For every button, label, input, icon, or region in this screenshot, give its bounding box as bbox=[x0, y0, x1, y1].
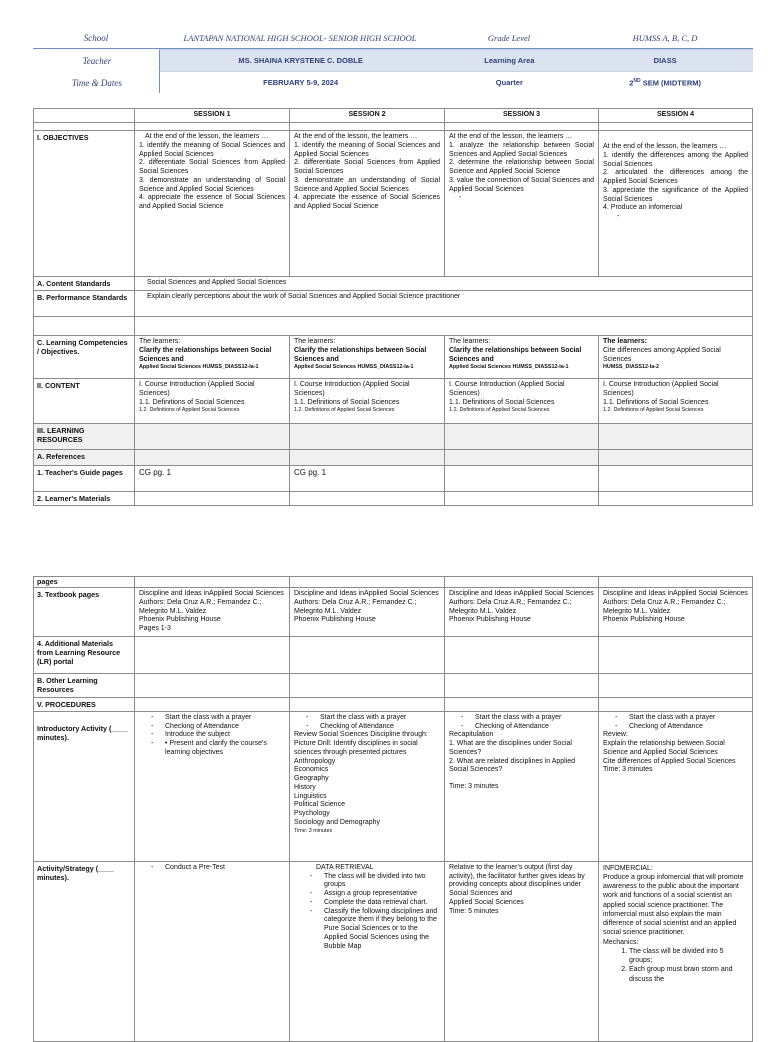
quarter-value bbox=[577, 78, 753, 88]
objective-text: At the end of the lesson, the learners … bbox=[603, 143, 727, 150]
content-line: 1.2. Definitions of Applied Social Sciences bbox=[294, 407, 395, 414]
list-item: - Checking of Attendance bbox=[615, 723, 748, 732]
intro-label: Introductory Activity (____ minutes). bbox=[34, 711, 135, 861]
list-item: - The class will be divided into two groups bbox=[310, 873, 440, 891]
header-row-school bbox=[33, 27, 753, 49]
textbook-line: Authors: Dela Cruz A.R.; Fernandez C.; Melegrito M.L. Valdez bbox=[603, 598, 726, 615]
objectives-label: I. OBJECTIVES bbox=[34, 131, 135, 277]
content-standards-row bbox=[34, 277, 753, 291]
intro-text: 2. What are related disciplines in Applied Social Sciences? bbox=[449, 757, 576, 774]
competency-main: Clarify the relationships between Social Sciences and bbox=[449, 346, 582, 363]
objectives-session-3 bbox=[445, 131, 599, 277]
performance-standards-value: Explain clearly perceptions about the work of Social Sciences and Applied Social Science practitioner bbox=[135, 291, 753, 317]
intro-session-3 bbox=[445, 711, 599, 861]
list-item: 1. The class will be divided into 5 groups; bbox=[629, 947, 748, 965]
intro-text: Cite differences of Applied Social Sciences bbox=[603, 757, 736, 765]
content-row bbox=[34, 379, 753, 424]
objective-text: - bbox=[617, 213, 620, 220]
textbook-line: Authors: Dela Cruz A.R.; Fernandez C.; Melegrito M.L. Valdez bbox=[139, 598, 262, 615]
content-session-3 bbox=[445, 379, 599, 424]
competency-code: Applied Social Sciences HUMSS_DIASS12-Ia-1 bbox=[449, 364, 569, 371]
objective-text: 4. Produce an infomercial bbox=[603, 204, 683, 212]
content-line: I. Course Introduction (Applied Social Sciences) bbox=[603, 381, 719, 397]
intro-session-1 bbox=[135, 711, 290, 861]
tg-pages-session-1: CG pg. 1 bbox=[135, 466, 290, 492]
activity-session-4 bbox=[599, 861, 753, 1041]
intro-list bbox=[294, 714, 440, 732]
list-item: - Conduct a Pre-Test bbox=[151, 864, 285, 873]
competency-intro: The learners: bbox=[294, 338, 336, 345]
lesson-header bbox=[33, 27, 753, 93]
intro-text: Political Science bbox=[294, 801, 345, 809]
intro-row bbox=[34, 711, 753, 861]
grade-label: Grade Level bbox=[487, 32, 531, 43]
intro-text: History bbox=[294, 783, 316, 791]
objectives-session-4 bbox=[599, 131, 753, 277]
intro-text bbox=[449, 775, 594, 783]
intro-text: Economics bbox=[294, 766, 329, 774]
textbook-pages: Pages 1-3 bbox=[139, 625, 171, 632]
textbook-line: Phoenix Publishing House bbox=[449, 616, 531, 624]
content-line: I. Course Introduction (Applied Social Sciences) bbox=[139, 381, 255, 397]
lm-pages-row bbox=[34, 577, 753, 588]
procedures-label: V. PROCEDURES bbox=[34, 697, 135, 711]
competency-intro: The learners: bbox=[603, 338, 647, 345]
objective-text: 2. differentiate Social Sciences from Applied Social Sciences bbox=[294, 159, 440, 175]
quarter-num: 2 bbox=[629, 78, 634, 88]
content-session-1 bbox=[135, 379, 290, 424]
teacher-label: Teacher bbox=[82, 55, 112, 66]
textbook-line: Phoenix Publishing House bbox=[294, 616, 376, 624]
procedures-row bbox=[34, 697, 753, 711]
blank-cell bbox=[34, 109, 135, 123]
grade-value: HUMSS A, B, C, D bbox=[632, 32, 698, 43]
objective-text: 1. identify the meaning of Social Sciences and Applied Social Sciences bbox=[294, 141, 440, 158]
competency-code: Applied Social Sciences HUMSS_DIASS12-Ia-1 bbox=[139, 364, 259, 371]
activity-text: Applied Social Sciences bbox=[449, 898, 524, 906]
dll-table-page-1 bbox=[33, 108, 753, 506]
activity-session-2 bbox=[290, 861, 445, 1041]
lm-label: 2. Learner's Materials bbox=[34, 492, 135, 506]
content-line: 1.1. Definitions of Social Sciences bbox=[294, 398, 400, 406]
teacher-value: MS. SHAINA KRYSTENE C. DOBLE bbox=[238, 56, 363, 65]
dll-table-page-2 bbox=[33, 576, 753, 1042]
objective-text: 1. analyze the relationship between Social Sciences and Applied Social Sciences bbox=[449, 141, 594, 158]
textbook-row bbox=[34, 588, 753, 637]
lm-row bbox=[34, 492, 753, 506]
lm-pages-label: pages bbox=[34, 577, 135, 588]
references-row bbox=[34, 450, 753, 466]
mechanics-list bbox=[603, 947, 748, 984]
session-4-heading: SESSION 4 bbox=[599, 109, 753, 123]
objective-text: - bbox=[459, 194, 462, 202]
objectives-session-1 bbox=[135, 131, 290, 277]
intro-text: Psychology bbox=[294, 810, 330, 817]
objective-text: 3. value the connection of Social Sciences and Applied Social Sciences bbox=[449, 176, 594, 193]
time-label: Time & Dates bbox=[71, 77, 122, 88]
competencies-session-3 bbox=[445, 336, 599, 379]
content-standards-label: A. Content Standards bbox=[34, 277, 135, 291]
intro-text: Picture Drill: Identify disciplines in social sciences through presented pictures bbox=[294, 740, 418, 756]
list-item: - Introduce the subject bbox=[151, 731, 285, 740]
activity-text: Relative to the learner's output (first day activity), the facilitator further gives ideas by providing concepts about disciplines under Social Sciences and bbox=[449, 863, 585, 897]
objective-text: 3. appreciate the significance of the Applied Social Sciences bbox=[603, 186, 748, 203]
session-3-heading: SESSION 3 bbox=[445, 109, 599, 123]
list-item: - • Present and clarify the course's learning objectives bbox=[151, 740, 285, 758]
content-line: I. Course Introduction (Applied Social Sciences) bbox=[449, 381, 565, 397]
textbook-session-3 bbox=[445, 588, 599, 637]
competency-main: Cite differences among Applied Social Sciences bbox=[603, 346, 721, 363]
content-line: 1.1. Definitions of Social Sciences bbox=[139, 398, 245, 406]
additional-row bbox=[34, 636, 753, 673]
other-resources-row bbox=[34, 673, 753, 697]
textbook-session-2 bbox=[290, 588, 445, 637]
activity-time: Time: 5 minutes bbox=[449, 907, 499, 915]
content-session-4 bbox=[599, 379, 753, 424]
activity-label: Activity/Strategy (____ minutes). bbox=[34, 861, 135, 1041]
list-item: - Start the class with a prayer bbox=[461, 714, 594, 723]
objective-text: At the end of the lesson, the learners … bbox=[449, 133, 573, 140]
list-item: - Checking of Attendance bbox=[461, 723, 594, 732]
competency-intro: The learners: bbox=[449, 338, 491, 345]
references-label: A. References bbox=[34, 450, 135, 466]
objective-text: 2. articulated the differences among the Applied Social Sciences bbox=[603, 169, 748, 185]
session-1-heading: SESSION 1 bbox=[135, 109, 290, 123]
quarter-sup: ND bbox=[633, 77, 641, 84]
intro-text: Review: bbox=[603, 731, 628, 739]
intro-text: Review Social Sciences Discipline through: bbox=[294, 731, 428, 739]
textbook-label: 3. Textbook pages bbox=[34, 588, 135, 637]
list-item: - Checking of Attendance bbox=[151, 723, 285, 732]
tg-pages-row bbox=[34, 466, 753, 492]
content-session-2 bbox=[290, 379, 445, 424]
textbook-line: Discipline and Ideas inApplied Social Sciences bbox=[294, 590, 439, 597]
activity-title: INFOMERCIAL: bbox=[603, 864, 653, 872]
intro-session-4 bbox=[599, 711, 753, 861]
competency-main: Clarify the relationships between Social Sciences and bbox=[139, 346, 272, 363]
performance-standards-row bbox=[34, 291, 753, 317]
objective-text: 2. differentiate Social Sciences from Applied Social Sciences bbox=[139, 159, 285, 175]
session-header-row bbox=[34, 109, 753, 123]
textbook-line: Discipline and Ideas inApplied Social Sciences bbox=[449, 590, 594, 597]
intro-time: Time: 3 minutes bbox=[294, 827, 333, 834]
objective-text: At the end of the lesson, the learners … bbox=[145, 133, 269, 140]
activity-text: Produce a group infomercial that will promote awareness to the public about the important work and functions of a social scientist an applied social science practitioner. The infomercial must also explain the main difference of social scientist and an applied social science practitioner. bbox=[603, 873, 744, 937]
resources-row bbox=[34, 424, 753, 450]
objective-text: 4. appreciate the essence of Social Sciences and Applied Social Science bbox=[294, 194, 440, 210]
textbook-line: Discipline and Ideas inApplied Social Sciences bbox=[139, 590, 284, 597]
additional-label: 4. Additional Materials from Learning Resource (LR) portal bbox=[34, 636, 135, 673]
textbook-session-1 bbox=[135, 588, 290, 637]
competencies-session-1 bbox=[135, 336, 290, 379]
intro-text: 1. What are the disciplines under Social Sciences? bbox=[449, 740, 572, 756]
intro-text: Sociology and Demography bbox=[294, 818, 380, 826]
intro-text: Anthropology bbox=[294, 757, 336, 765]
header-row-time bbox=[71, 71, 753, 93]
time-value: FEBRUARY 5-9, 2024 bbox=[263, 78, 339, 87]
activity-row bbox=[34, 861, 753, 1041]
quarter-rest: SEM (MIDTERM) bbox=[640, 78, 702, 88]
activity-list bbox=[294, 873, 440, 952]
list-item: - Checking of Attendance bbox=[306, 723, 440, 732]
intro-time: Time: 3 minutes bbox=[449, 783, 499, 790]
competency-code: HUMSS_DIASS12-Ia-2 bbox=[603, 364, 660, 371]
list-item: - Start the class with a prayer bbox=[615, 714, 748, 723]
area-value: DIASS bbox=[653, 56, 677, 65]
content-line: 1.2. Definitions of Applied Social Sciences bbox=[449, 407, 550, 414]
list-item: 2. Each group must brain storm and discuss the bbox=[629, 965, 748, 983]
objective-text: 1. identify the differences among the Applied Social Sciences bbox=[603, 151, 748, 168]
competency-code: Applied Social Sciences HUMSS_DIASS12-Ia-1 bbox=[294, 364, 414, 371]
intro-session-2 bbox=[290, 711, 445, 861]
content-line: 1.2. Definitions of Applied Social Sciences bbox=[603, 407, 704, 414]
quarter-label: Quarter bbox=[495, 78, 523, 87]
textbook-line: Phoenix Publishing House bbox=[603, 616, 685, 624]
content-line: 1.1. Definitions of Social Sciences bbox=[603, 398, 709, 406]
activity-session-1 bbox=[135, 861, 290, 1041]
intro-text: Explain the relationship between Social Science and Applied Social Sciences bbox=[603, 740, 725, 756]
objective-text: At the end of the lesson, the learners … bbox=[294, 133, 418, 140]
competencies-session-2 bbox=[290, 336, 445, 379]
list-item: - Assign a group representative bbox=[310, 890, 440, 899]
competencies-row bbox=[34, 336, 753, 379]
textbook-line: Phoenix Publishing House bbox=[139, 616, 221, 624]
list-item: - Classify the following disciplines and categorize them if they belong to the Pure Social Sciences or to the Applied Social Sciences using the Bubble Map bbox=[310, 908, 440, 952]
competency-main: Clarify the relationships between Social Sciences and bbox=[294, 346, 427, 363]
performance-standards-label: B. Performance Standards bbox=[34, 291, 135, 317]
textbook-line: Authors: Dela Cruz A.R.; Fernandez C.; Melegrito M.L. Valdez bbox=[449, 598, 572, 615]
objectives-session-2 bbox=[290, 131, 445, 277]
list-item: - Start the class with a prayer bbox=[151, 714, 285, 723]
intro-time: Time: 3 minutes bbox=[603, 766, 653, 774]
activity-list bbox=[139, 864, 285, 873]
session-2-heading: SESSION 2 bbox=[290, 109, 445, 123]
activity-title: DATA RETRIEVAL bbox=[316, 863, 374, 871]
textbook-session-4 bbox=[599, 588, 753, 637]
content-line: 1.2. Definitions of Applied Social Sciences bbox=[139, 407, 240, 414]
intro-list bbox=[139, 714, 285, 758]
objective-text: 1. identify the meaning of Social Sciences and Applied Social Sciences bbox=[139, 141, 285, 158]
tg-pages-label: 1. Teacher's Guide pages bbox=[34, 466, 135, 492]
school-label: School bbox=[83, 32, 109, 43]
list-item: - Complete the data retrieval chart. bbox=[310, 899, 440, 908]
intro-list bbox=[603, 714, 748, 732]
objectives-row bbox=[34, 131, 753, 277]
objective-text: 4. appreciate the essence of Social Sciences and Applied Social Science bbox=[139, 194, 285, 210]
content-line: I. Course Introduction (Applied Social Sciences) bbox=[294, 381, 410, 397]
intro-text: Linguistics bbox=[294, 792, 327, 800]
list-item: - Start the class with a prayer bbox=[306, 714, 440, 723]
tg-pages-session-2: CG pg. 1 bbox=[290, 466, 445, 492]
content-line: 1.1. Definitions of Social Sciences bbox=[449, 398, 555, 406]
resources-label: III. LEARNING RESOURCES bbox=[34, 424, 135, 450]
header-row-teacher bbox=[82, 49, 753, 71]
objective-text: 3. demonstrate an understanding of Social Science and Applied Social Sciences bbox=[294, 176, 440, 193]
intro-text: Geography bbox=[294, 775, 329, 782]
textbook-line: Discipline and Ideas inApplied Social Sciences bbox=[603, 590, 748, 597]
area-label: Learning Area bbox=[484, 56, 535, 65]
objective-text: 3. demonstrate an understanding of Social Science and Applied Social Sciences bbox=[139, 176, 285, 193]
intro-text: Recapitulation bbox=[449, 731, 494, 739]
activity-mechanics: Mechanics: bbox=[603, 938, 639, 946]
content-standards-value: Social Sciences and Applied Social Sciences bbox=[135, 277, 753, 291]
other-resources-label: B. Other Learning Resources bbox=[34, 673, 135, 697]
intro-list bbox=[449, 714, 594, 732]
competencies-session-4 bbox=[599, 336, 753, 379]
school-value: LANTAPAN NATIONAL HIGH SCHOOL- SENIOR HIGH SCHOOL bbox=[183, 32, 417, 43]
competencies-label: C. Learning Competencies / Objectives. bbox=[34, 336, 135, 379]
competency-intro: The learners: bbox=[139, 338, 181, 345]
textbook-line: Authors: Dela Cruz A.R.; Fernandez C.; Melegrito M.L. Valdez bbox=[294, 598, 417, 615]
content-label: II. CONTENT bbox=[34, 379, 135, 424]
activity-session-3 bbox=[445, 861, 599, 1041]
objective-text: 2. determine the relationship between Social Science and Applied Social Science bbox=[449, 159, 594, 175]
